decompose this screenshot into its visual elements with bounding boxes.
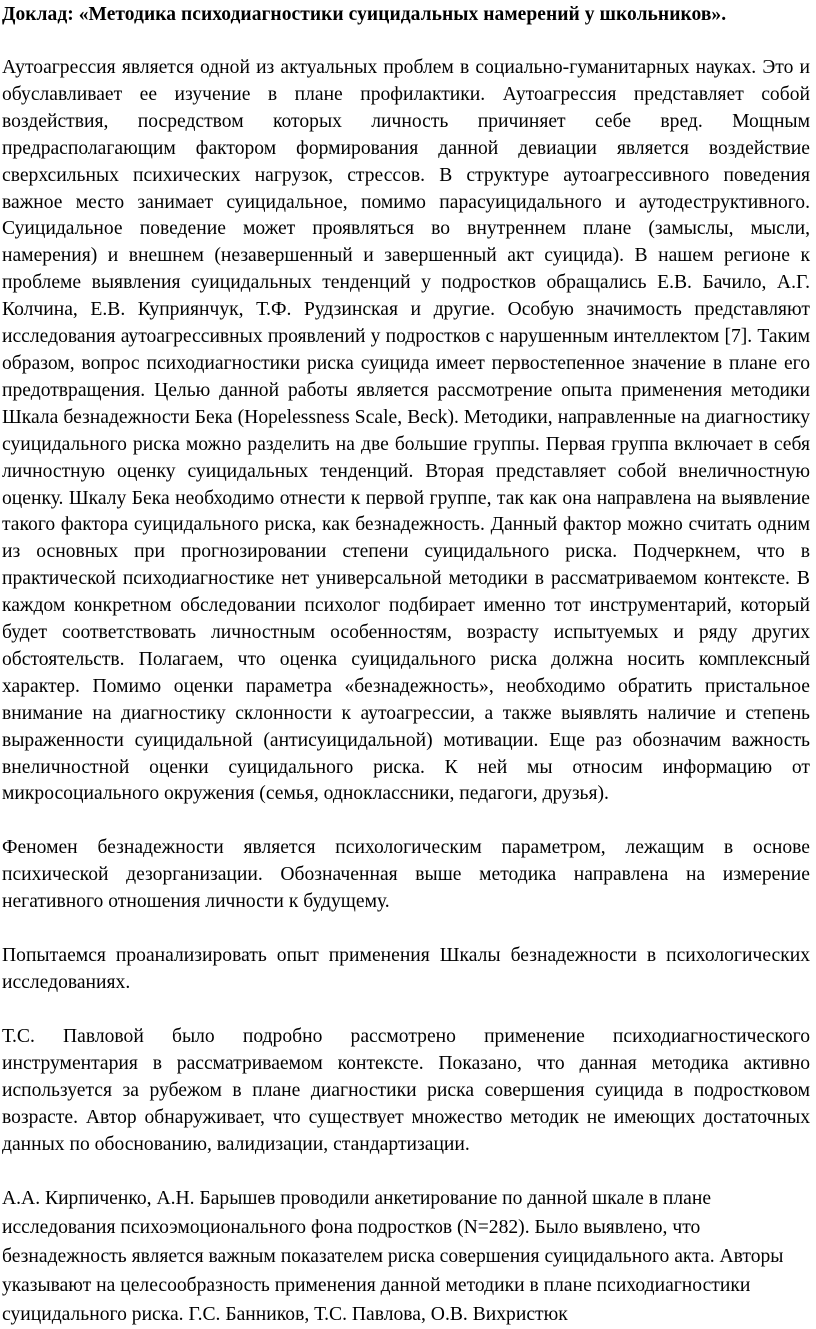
paragraph-analysis-intro: Попытаемся проанализировать опыт применения Шкалы безнадежности в психологических исследованиях. bbox=[2, 945, 810, 993]
paragraph-autoaggression: Аутоагрессия является одной из актуальных проблем в социально-гуманитарных науках. Это и обуславливает ее изучение в плане профилактики. Аутоагрессия представляет собой воздействия, посредством которых личность причиняет себе вред. Мощным предрасполагающим фактором формирования данной девиации является воздействие сверхсильных психических нагрузок, стрессов. В структуре аутоагрессивного поведения важное место занимает суицидальное, помимо парасуицидального и аутодеструктивного. Суицидальное поведение может проявляться во внутреннем плане (замыслы, мысли, намерения) и внешнем (незавершенный и завершенный акт суицида). В нашем регионе к проблеме выявления суицидальных тенденций у подростков обращались Е.В. Бачило, А.Г. Колчина, Е.В. Куприянчук, Т.Ф. Рудзинская и другие. Особую значимость представляют исследования аутоагрессивных проявлений у подростков с нарушенным интеллектом [7]. Таким образом, вопрос психодиагностики риска суицида имеет первостепенное значение в плане его предотвращения. Целью данной работы является рассмотрение опыта применения методики Шкала безнадежности Бека (Hopelessness Scale, Beck). Методики, направленные на диагностику суицидального риска можно разделить на две большие группы. Первая группа включает в себя личностную оценку суицидальных тенденций. Вторая представляет собой внеличностную оценку. Шкалу Бека необходимо отнести к первой группе, так как она направлена на выявление такого фактора суицидального риска, как безнадежность. Данный фактор можно считать одним из основных при прогнозировании степени суицидального риска. Подчеркнем, что в практической психодиагностике нет универсальной методики в рассматриваемом контексте. В каждом конкретном обследовании психолог подбирает именно тот инструментарий, который будет соответствовать личностным особенностям, возрасту испытуемых и ряду других обстоятельств. Полагаем, что оценка суицидального риска должна носить комплексный характер. Помимо оценки параметра «безнадежность», необходимо обратить пристальное внимание на диагностику склонности к аутоагрессии, а также выявлять наличие и степень выраженности суицидальной (антисуицидальной) мотивации. Еще раз обозначим важность внеличностной оценки суицидального риска. К ней мы относим информацию от микросоциального окружения (семья, одноклассники, педагоги, друзья). bbox=[2, 57, 810, 805]
paragraph-pavlova: Т.С. Павловой было подробно рассмотрено применение психодиагностического инструментария в рассматриваемом контексте. Показано, что данная методика активно используется за рубежом в плане диагностики риска совершения суицида в подростковом возрасте. Автор обнаруживает, что существует множество методик не имеющих достаточных данных по обоснованию, валидизации, стандартизации. bbox=[2, 1025, 810, 1155]
document-title: Доклад: «Методика психодиагностики суицидальных намерений у школьников». bbox=[2, 4, 727, 25]
paragraph-kirpichenko: А.А. Кирпиченко, А.Н. Барышев проводили анкетирование по данной шкале в плане исследования психоэмоционального фона подростков (N=282). Было выявлено, что безнадежность является важным показателем риска совершения суицидального акта. Авторы указывают на целесообразность применения данной методики в плане психодиагностики суицидального риска. Г.С. Банников, Т.С. Павлова, О.В. Вихристюк bbox=[2, 1188, 784, 1326]
paragraph-hopelessness-phenomenon: Феномен безнадежности является психологическим параметром, лежащим в основе психической дезорганизации. Обозначенная выше методика направлена на измерение негативного отношения личности к будущему. bbox=[2, 837, 810, 913]
